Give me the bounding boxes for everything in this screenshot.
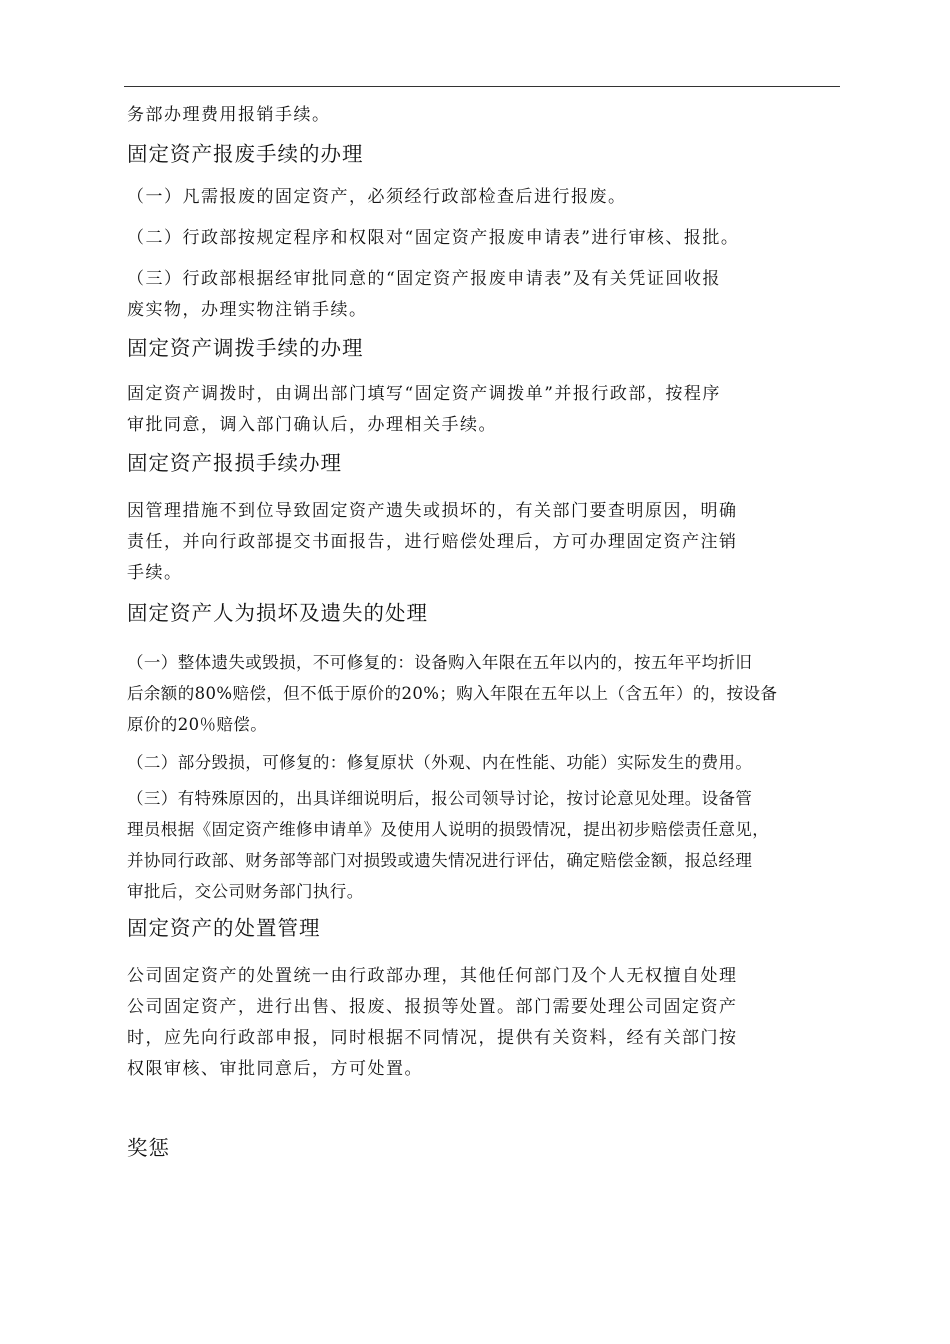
text-line: 因管理措施不到位导致固定资产遗失或损坏的，有关部门要查明原因，明确 (127, 501, 738, 521)
text-line: 公司固定资产，进行出售、报废、报损等处置。部门需要处理公司固定资产 (127, 997, 738, 1017)
document-body (127, 100, 839, 1162)
text-line: 时，应先向行政部申报，同时根据不同情况，提供有关资料，经有关部门按 (127, 1028, 738, 1048)
paragraph (127, 783, 839, 907)
section-heading (127, 140, 839, 168)
text-line: 责任，并向行政部提交书面报告，进行赔偿处理后，方可办理固定资产注销 (127, 532, 738, 552)
text-line: （三）行政部根据经审批同意的“固定资产报废申请表”及有关凭证回收报 (127, 269, 721, 289)
section-heading (127, 334, 839, 362)
text-line: （二）行政部按规定程序和权限对“固定资产报废申请表”进行审核、报批。 (127, 228, 740, 248)
paragraph (127, 100, 839, 131)
paragraph (127, 961, 839, 1085)
heading-text: 固定资产报损手续办理 (127, 451, 342, 475)
paragraph (127, 223, 839, 254)
paragraph (127, 182, 839, 213)
text-line: 后余额的80%赔偿，但不低于原价的20%；购入年限在五年以上（含五年）的，按设备 (127, 684, 778, 703)
text-line: 手续。 (127, 563, 183, 583)
section-heading (127, 1134, 839, 1162)
heading-text: 固定资产的处置管理 (127, 916, 321, 940)
heading-text: 固定资产人为损坏及遗失的处理 (127, 601, 428, 625)
heading-text: 固定资产报废手续的办理 (127, 142, 364, 166)
header-rule (124, 86, 840, 87)
text-line: （一）整体遗失或毁损，不可修复的：设备购入年限在五年以内的，按五年平均折旧 (127, 653, 753, 672)
paragraph (127, 747, 839, 778)
text-line: 权限审核、审批同意后，方可处置。 (127, 1059, 423, 1079)
heading-text: 奖惩 (127, 1136, 170, 1160)
text-line: 审批同意，调入部门确认后，办理相关手续。 (127, 415, 497, 435)
text-line: 审批后，交公司财务部门执行。 (127, 882, 364, 901)
heading-text: 固定资产调拨手续的办理 (127, 336, 364, 360)
section-heading (127, 449, 839, 477)
paragraph (127, 496, 839, 589)
text-line: 废实物，办理实物注销手续。 (127, 300, 368, 320)
text-line: 固定资产调拨时，由调出部门填写“固定资产调拨单”并报行政部，按程序 (127, 384, 721, 404)
text-line: 公司固定资产的处置统一由行政部办理，其他任何部门及个人无权擅自处理 (127, 966, 738, 986)
text-line: 原价的20％赔偿。 (127, 715, 268, 734)
section-heading (127, 914, 839, 942)
text-line: （一）凡需报废的固定资产，必须经行政部检查后进行报废。 (127, 187, 627, 207)
text-line: （三）有特殊原因的，出具详细说明后，报公司领导讨论，按讨论意见处理。设备管 (127, 789, 753, 808)
text-line: （二）部分毁损，可修复的：修复原状（外观、内在性能、功能）实际发生的费用。 (127, 753, 753, 772)
text-line: 务部办理费用报销手续。 (127, 105, 331, 125)
section-heading (127, 599, 839, 627)
paragraph (127, 264, 839, 326)
paragraph (127, 647, 839, 740)
text-line: 理员根据《固定资产维修申请单》及使用人说明的损毁情况，提出初步赔偿责任意见， (127, 820, 770, 839)
paragraph (127, 379, 839, 441)
text-line: 并协同行政部、财务部等部门对损毁或遗失情况进行评估，确定赔偿金额，报总经理 (127, 851, 753, 870)
